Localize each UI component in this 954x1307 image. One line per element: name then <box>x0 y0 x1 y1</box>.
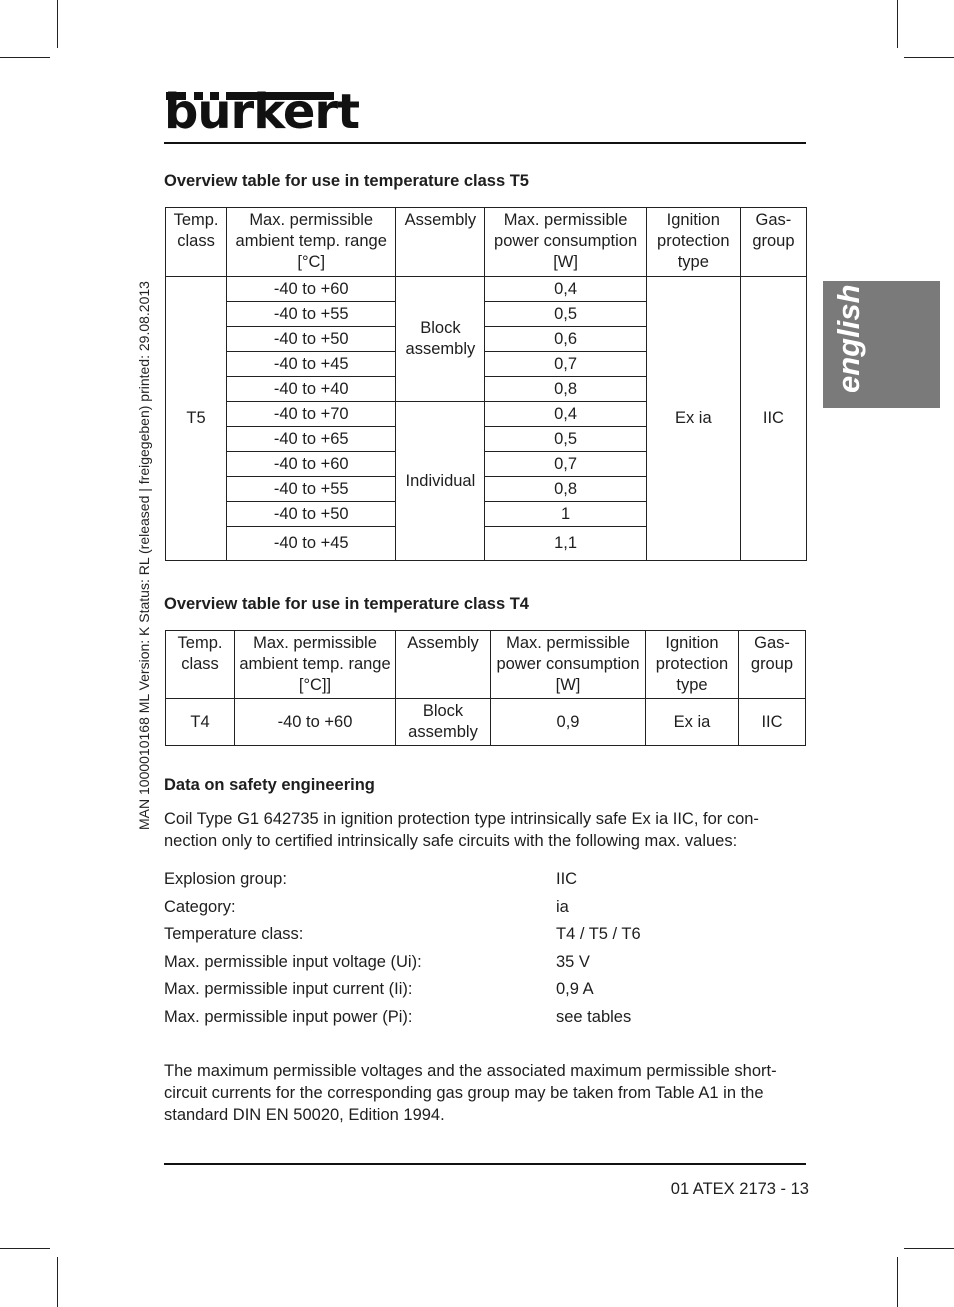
spec-row <box>164 953 806 981</box>
power-cell: 0,7 <box>485 352 646 377</box>
header-ambient-range: Max. permissible ambient temp. range [°C] <box>227 208 396 277</box>
spec-label: Max. permissible input current (Ii): <box>164 980 413 998</box>
crop-mark <box>0 57 50 58</box>
header-ambient-range: Max. permissible ambient temp. range [°C]] <box>235 631 396 699</box>
spec-value: 35 V <box>556 952 590 971</box>
range-cell: -40 to +70 <box>227 402 396 427</box>
header-assembly: Assembly <box>396 631 491 699</box>
crop-mark <box>897 0 898 48</box>
t5-overview-table <box>165 207 807 561</box>
range-cell: -40 to +60 <box>235 699 396 746</box>
spec-label: Category: <box>164 897 236 916</box>
page-reference: 01 ATEX 2173 - 13 <box>670 1180 809 1198</box>
crop-mark <box>904 57 954 58</box>
crop-mark <box>57 0 58 48</box>
power-cell: 1,1 <box>485 527 646 561</box>
header-assembly: Assembly <box>396 208 485 277</box>
range-cell: -40 to +40 <box>227 377 396 402</box>
assembly-cell: Block assembly <box>396 699 491 746</box>
closing-paragraph: The maximum permissible voltages and the associated maximum permissible short-circuit currents for the corresponding gas group may be taken from Table A1 in the standard DIN EN 50020, Edition 1994. <box>164 1062 777 1124</box>
spec-value: IIC <box>556 870 578 888</box>
language-tab[interactable] <box>823 281 940 408</box>
spec-value: see tables <box>556 1007 632 1026</box>
safety-intro: Coil Type G1 642735 in ignition protection type intrinsically safe Ex ia IIC, for con-nection only to certified intrinsically safe circuits with the following max. values: <box>164 810 759 850</box>
t5-table-heading: Overview table for use in temperature class T5 <box>164 172 529 190</box>
power-cell: 0,5 <box>485 427 646 452</box>
power-cell: 1 <box>485 502 646 527</box>
range-cell: -40 to +60 <box>227 277 396 302</box>
header-temp-class: Temp. class <box>166 208 227 277</box>
spec-value: 0,9 A <box>556 980 594 998</box>
brand-logo: burkert <box>164 84 360 140</box>
footer-rule <box>164 1163 806 1165</box>
safety-heading: Data on safety engineering <box>164 776 375 794</box>
crop-mark <box>57 1257 58 1307</box>
power-cell: 0,6 <box>485 327 646 352</box>
power-cell: 0,5 <box>485 302 646 327</box>
crop-mark <box>0 1248 50 1249</box>
range-cell: -40 to +50 <box>227 502 396 527</box>
header-gas-group: Gas-group <box>740 208 806 277</box>
t4-table-heading: Overview table for use in temperature class T4 <box>164 595 529 613</box>
assembly-cell: Block assembly <box>396 277 485 402</box>
ignition-cell: Ex ia <box>646 699 739 746</box>
spec-label: Max. permissible input power (Pi): <box>164 1007 413 1026</box>
range-cell: -40 to +55 <box>227 302 396 327</box>
range-cell: -40 to +60 <box>227 452 396 477</box>
power-cell: 0,4 <box>485 277 646 302</box>
header-rule <box>164 142 806 144</box>
temp-class-cell: T5 <box>166 277 227 561</box>
crop-mark <box>897 1257 898 1307</box>
spec-label: Explosion group: <box>164 870 287 888</box>
header-power: Max. permissible power consumption [W] <box>485 208 646 277</box>
safety-spec-list <box>164 870 806 1035</box>
ignition-cell: Ex ia <box>646 277 740 561</box>
spec-row <box>164 1008 806 1036</box>
power-cell: 0,4 <box>485 402 646 427</box>
range-cell: -40 to +65 <box>227 427 396 452</box>
range-cell: -40 to +45 <box>227 352 396 377</box>
spec-value: T4 / T5 / T6 <box>556 925 641 943</box>
t4-overview-table <box>165 630 806 746</box>
spec-row <box>164 898 806 926</box>
range-cell: -40 to +50 <box>227 327 396 352</box>
power-cell: 0,7 <box>485 452 646 477</box>
power-cell: 0,9 <box>491 699 646 746</box>
temp-class-cell: T4 <box>166 699 235 746</box>
header-power: Max. permissible power consumption [W] <box>491 631 646 699</box>
crop-mark <box>904 1248 954 1249</box>
spec-value: ia <box>556 897 569 916</box>
header-temp-class: Temp. class <box>166 631 235 699</box>
spec-label: Max. permissible input voltage (Ui): <box>164 952 422 971</box>
gas-group-cell: IIC <box>740 277 806 561</box>
header-ignition: Ignition protection type <box>646 631 739 699</box>
document-status-note: MAN 1000010168 ML Version: K Status: RL (released | freigegeben) printed: 29.08.2013 <box>136 281 152 830</box>
assembly-cell: Individual <box>396 402 485 561</box>
language-tab-label: english <box>831 284 866 393</box>
spec-row <box>164 925 806 953</box>
spec-label: Temperature class: <box>164 925 304 943</box>
range-cell: -40 to +55 <box>227 477 396 502</box>
power-cell: 0,8 <box>485 477 646 502</box>
gas-group-cell: IIC <box>739 699 806 746</box>
range-cell: -40 to +45 <box>227 527 396 561</box>
spec-row <box>164 980 806 1008</box>
header-gas-group: Gas-group <box>739 631 806 699</box>
header-ignition: Ignition protection type <box>646 208 740 277</box>
spec-row <box>164 870 806 898</box>
power-cell: 0,8 <box>485 377 646 402</box>
